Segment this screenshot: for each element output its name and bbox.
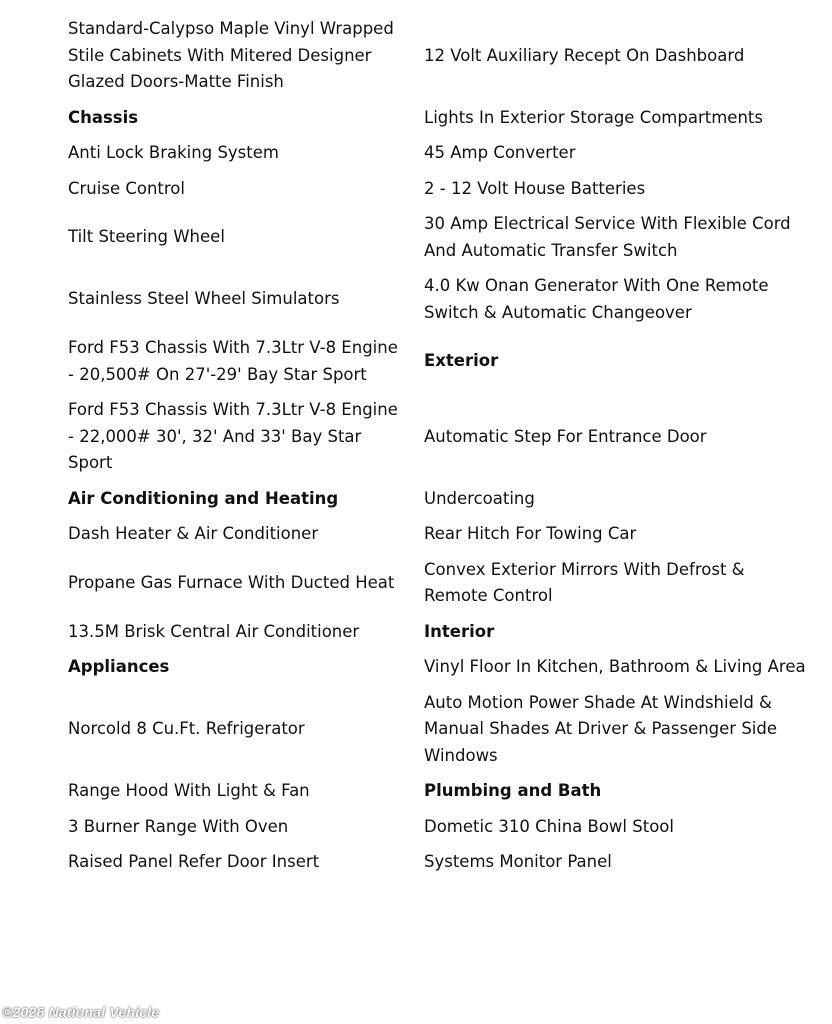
feature-item: Dometic 310 China Bowl Stool <box>424 816 674 836</box>
feature-item: Automatic Step For Entrance Door <box>424 426 707 446</box>
feature-item: Systems Monitor Panel <box>424 852 612 871</box>
feature-row <box>60 171 816 207</box>
feature-item: 12 Volt Auxiliary Recept On Dashboard <box>424 45 745 65</box>
feature-item: Undercoating <box>424 488 535 508</box>
feature-item: 4.0 Kw Onan Generator With One Remote Switch & Automatic Changeover <box>424 276 769 322</box>
feature-row <box>60 809 816 845</box>
feature-item: Vinyl Floor In Kitchen, Bathroom & Living Area <box>424 657 806 676</box>
feature-item: Ford F53 Chassis With 7.3Ltr V-8 Engine - 22,000# 30', 32' And 33' Bay Star Sport <box>68 400 398 472</box>
feature-row <box>60 100 816 136</box>
section-heading: Interior <box>424 621 495 641</box>
feature-item: Auto Motion Power Shade At Windshield & Manual Shades At Driver & Passenger Side Windows <box>424 692 778 765</box>
feature-item: Range Hood With Light & Fan <box>68 781 310 800</box>
feature-item: 13.5M Brisk Central Air Conditioner <box>68 621 360 641</box>
feature-row <box>60 649 816 685</box>
feature-item: Tilt Steering Wheel <box>68 227 225 247</box>
feature-item: Convex Exterior Mirrors With Defrost & Remote Control <box>424 559 745 605</box>
feature-row <box>60 685 816 774</box>
feature-row <box>60 135 816 171</box>
feature-item: 45 Amp Converter <box>424 143 576 162</box>
feature-item: Stainless Steel Wheel Simulators <box>68 289 340 309</box>
feature-item: 2 - 12 Volt House Batteries <box>424 178 646 198</box>
feature-item: Anti Lock Braking System <box>68 143 279 162</box>
feature-row <box>60 11 816 100</box>
features-table <box>60 11 816 880</box>
feature-row <box>60 268 816 330</box>
feature-row <box>60 614 816 650</box>
features-table-body <box>60 11 816 880</box>
feature-item: Raised Panel Refer Door Insert <box>68 852 320 871</box>
feature-item: Norcold 8 Cu.Ft. Refrigerator <box>68 719 305 738</box>
feature-item: Standard-Calypso Maple Vinyl Wrapped Stile Cabinets With Mitered Designer Glazed Doors-Matte Finish <box>68 19 394 91</box>
section-heading: Plumbing and Bath <box>424 781 602 800</box>
feature-item: 3 Burner Range With Oven <box>68 816 289 836</box>
section-heading: Exterior <box>424 351 499 371</box>
copyright-watermark: ©2026 National Vehicle <box>2 1004 160 1020</box>
feature-row <box>60 392 816 481</box>
section-heading: Appliances <box>68 657 170 676</box>
feature-row <box>60 773 816 809</box>
feature-item: Rear Hitch For Towing Car <box>424 524 637 543</box>
feature-row <box>60 206 816 268</box>
feature-item: Ford F53 Chassis With 7.3Ltr V-8 Engine - 20,500# On 27'-29' Bay Star Sport <box>68 338 398 384</box>
feature-row <box>60 552 816 614</box>
section-heading: Air Conditioning and Heating <box>68 488 339 508</box>
feature-item: Dash Heater & Air Conditioner <box>68 524 319 543</box>
feature-item: Propane Gas Furnace With Ducted Heat <box>68 572 395 592</box>
section-heading: Chassis <box>68 107 139 127</box>
feature-row <box>60 844 816 880</box>
feature-item: Lights In Exterior Storage Compartments <box>424 107 763 127</box>
feature-row <box>60 330 816 392</box>
feature-row <box>60 481 816 517</box>
feature-row <box>60 516 816 552</box>
feature-item: 30 Amp Electrical Service With Flexible Cord And Automatic Transfer Switch <box>424 214 791 260</box>
feature-item: Cruise Control <box>68 178 185 198</box>
